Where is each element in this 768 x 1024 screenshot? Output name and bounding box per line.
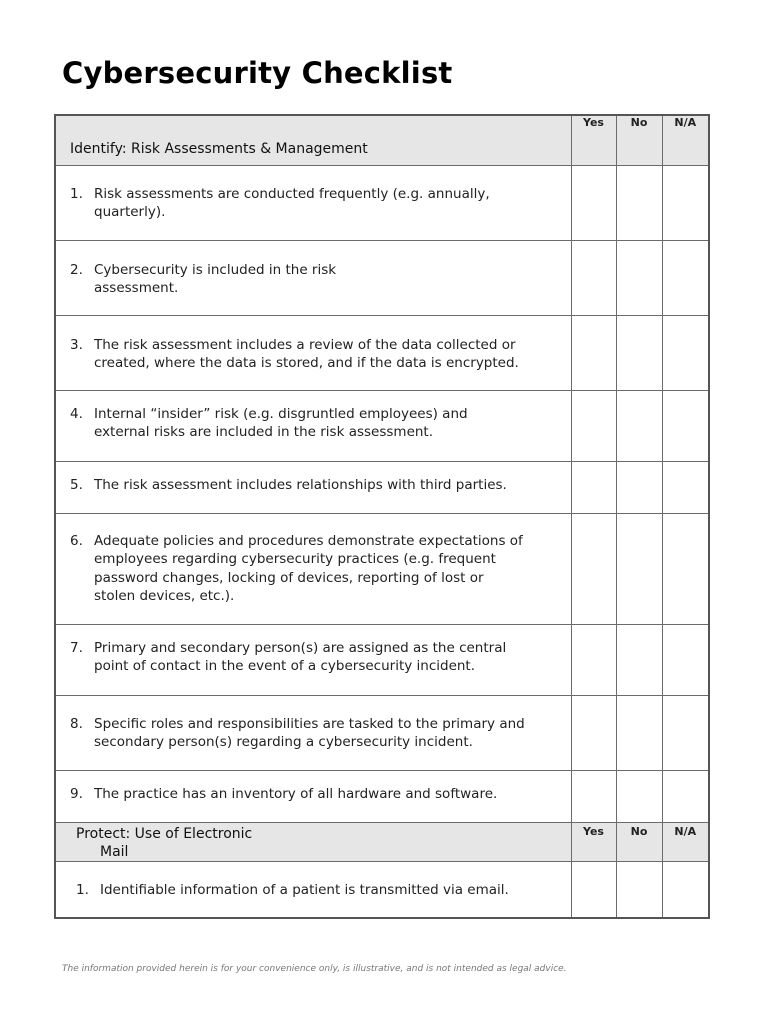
item-text-line: Identifiable information of a patient is transmitted via email. [100,881,509,898]
na-checkbox-identify-5[interactable] [662,461,709,513]
checklist-table [54,114,710,919]
item-number: 9. [70,785,83,802]
section-title-protect [55,822,571,861]
no-checkbox-identify-4[interactable] [616,390,662,461]
section-title-text: Protect: Use of Electronic [76,825,253,842]
na-checkbox-identify-7[interactable] [662,624,709,695]
item-text-line: Specific roles and responsibilities are tasked to the primary and [94,715,525,732]
item-cell [55,513,571,624]
no-checkbox-identify-3[interactable] [616,315,662,390]
item-text-line: Cybersecurity is included in the risk [94,261,337,278]
item-text-line: created, where the data is stored, and if the data is encrypted. [94,355,519,371]
column-header-yes: Yes [571,115,616,165]
na-checkbox-identify-1[interactable] [662,165,709,240]
item-number: 8. [70,715,83,732]
item-number: 3. [70,336,83,353]
section-header-identify [55,115,709,165]
item-text-line: password changes, locking of devices, reporting of lost or [94,569,484,586]
item-text-line: stolen devices, etc.). [94,588,235,604]
item-number: 4. [70,405,83,422]
item-text-line: secondary person(s) regarding a cybersecurity incident. [94,734,473,750]
checklist-row-identify-5 [55,461,709,513]
item-cell [55,390,571,461]
item-text-line: assessment. [94,280,179,296]
checklist-row-identify-7 [55,624,709,695]
item-number: 6. [70,532,83,549]
no-checkbox-identify-2[interactable] [616,240,662,315]
item-number: 5. [70,476,83,493]
checklist-row-identify-6 [55,513,709,624]
section-title-text: Identify: Risk Assessments & Management [70,141,368,157]
checklist-row-identify-4 [55,390,709,461]
item-text-line: The practice has an inventory of all hardware and software. [94,785,498,802]
item-cell [55,770,571,822]
item-cell [55,624,571,695]
na-checkbox-identify-6[interactable] [662,513,709,624]
item-text-line: point of contact in the event of a cybersecurity incident. [94,658,476,674]
no-checkbox-identify-7[interactable] [616,624,662,695]
yes-checkbox-protect-1[interactable] [571,861,616,918]
column-header-no: No [616,115,662,165]
item-text-line: Adequate policies and procedures demonstrate expectations of [94,532,523,549]
page-title: Cybersecurity Checklist [62,56,453,90]
column-header-na: N/A [662,822,709,861]
yes-checkbox-identify-5[interactable] [571,461,616,513]
no-checkbox-identify-1[interactable] [616,165,662,240]
yes-checkbox-identify-4[interactable] [571,390,616,461]
item-number: 1. [76,881,89,898]
column-header-yes: Yes [571,822,616,861]
section-title-identify [55,115,571,165]
item-cell [55,695,571,770]
no-checkbox-identify-5[interactable] [616,461,662,513]
item-cell [55,861,571,918]
item-text-line: external risks are included in the risk assessment. [94,424,434,440]
no-checkbox-protect-1[interactable] [616,861,662,918]
item-text-line: employees regarding cybersecurity practices (e.g. frequent [94,551,496,567]
item-number: 2. [70,261,83,278]
item-cell [55,461,571,513]
checklist-row-identify-2 [55,240,709,315]
na-checkbox-identify-8[interactable] [662,695,709,770]
checklist-row-identify-1 [55,165,709,240]
legal-disclaimer: The information provided herein is for your convenience only, is illustrative, and is not intended as legal advice. [62,964,567,974]
item-text-line: The risk assessment includes relationships with third parties. [94,476,507,493]
no-checkbox-identify-6[interactable] [616,513,662,624]
item-text-line: Risk assessments are conducted frequently (e.g. annually, [94,185,490,202]
item-cell [55,315,571,390]
na-checkbox-identify-4[interactable] [662,390,709,461]
na-checkbox-identify-2[interactable] [662,240,709,315]
checklist-row-identify-9 [55,770,709,822]
yes-checkbox-identify-8[interactable] [571,695,616,770]
column-header-no: No [616,822,662,861]
yes-checkbox-identify-6[interactable] [571,513,616,624]
checklist-row-protect-1 [55,861,709,918]
na-checkbox-identify-3[interactable] [662,315,709,390]
item-text-line: Internal “insider” risk (e.g. disgruntled employees) and [94,405,468,422]
item-text-line: Primary and secondary person(s) are assigned as the central [94,639,507,656]
yes-checkbox-identify-7[interactable] [571,624,616,695]
item-number: 7. [70,639,83,656]
yes-checkbox-identify-1[interactable] [571,165,616,240]
item-cell [55,240,571,315]
yes-checkbox-identify-2[interactable] [571,240,616,315]
na-checkbox-identify-9[interactable] [662,770,709,822]
section-title-text: Mail [100,843,129,860]
no-checkbox-identify-8[interactable] [616,695,662,770]
yes-checkbox-identify-9[interactable] [571,770,616,822]
yes-checkbox-identify-3[interactable] [571,315,616,390]
column-header-na: N/A [662,115,709,165]
no-checkbox-identify-9[interactable] [616,770,662,822]
checklist-row-identify-8 [55,695,709,770]
item-text-line: quarterly). [94,204,166,220]
checklist-row-identify-3 [55,315,709,390]
section-header-protect [55,822,709,861]
item-text-line: The risk assessment includes a review of the data collected or [94,336,516,353]
item-cell [55,165,571,240]
item-number: 1. [70,185,83,202]
na-checkbox-protect-1[interactable] [662,861,709,918]
